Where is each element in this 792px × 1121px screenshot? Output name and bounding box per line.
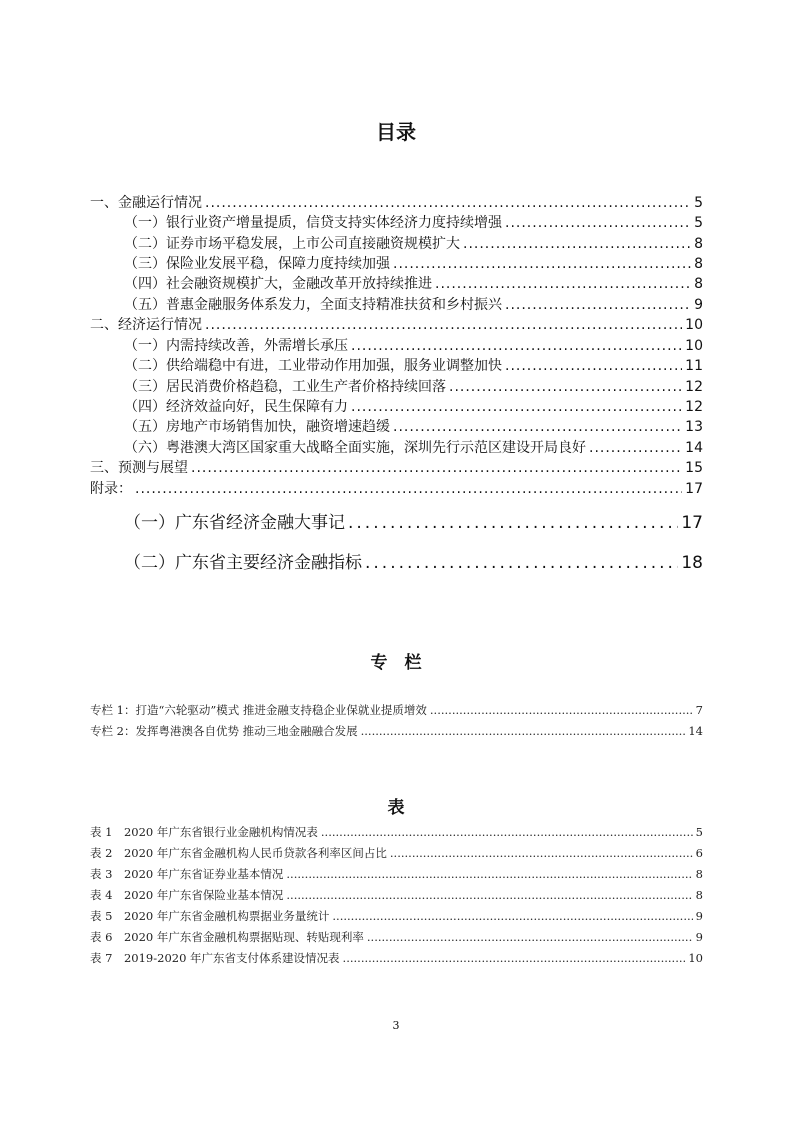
toc-entry[interactable]: （二）供给端稳中有进，工业带动作用加强，服务业调整加快 ..... 11	[124, 355, 703, 375]
toc-entry[interactable]: （三）保险业发展平稳，保障力度持续加强 ..... 8	[124, 253, 703, 273]
toc-entry[interactable]: 附录： ..... 17	[90, 478, 703, 498]
table-entry[interactable]: 表 5 2020 年广东省金融机构票据业务量统计 ..... 9	[90, 908, 703, 924]
toc-entry[interactable]: （三）居民消费价格趋稳，工业生产者价格持续回落 ..... 12	[124, 376, 703, 396]
column-entry[interactable]: 专栏 2：发挥粤港澳各自优势 推动三地金融融合发展 ..... 14	[90, 723, 703, 739]
toc-entry[interactable]: （六）粤港澳大湾区国家重大战略全面实施，深圳先行示范区建设开局良好 ..... 14	[124, 437, 703, 457]
toc-entry[interactable]: （五）房地产市场销售加快，融资增速趋缓 ..... 13	[124, 416, 703, 436]
toc-entry[interactable]: 三、预测与展望 ..... 15	[90, 457, 703, 477]
toc-entry[interactable]: （一）广东省经济金融大事记 ..... 17	[124, 508, 703, 533]
toc-entry[interactable]: （二）广东省主要经济金融指标 ..... 18	[124, 548, 703, 573]
toc-entry[interactable]: （一）内需持续改善，外需增长承压 ..... 10	[124, 335, 703, 355]
tables-title: 表	[387, 798, 405, 818]
column-entry[interactable]: 专栏 1：打造“六轮驱动”模式 推进金融支持稳企业保就业提质增效 ..... 7	[90, 702, 703, 718]
table-entry[interactable]: 表 4 2020 年广东省保险业基本情况 ..... 8	[90, 887, 703, 903]
table-entry[interactable]: 表 3 2020 年广东省证券业基本情况 ..... 8	[90, 866, 703, 882]
table-entry[interactable]: 表 1 2020 年广东省银行业金融机构情况表 ..... 5	[90, 824, 703, 840]
table-entry[interactable]: 表 2 2020 年广东省金融机构人民币贷款各利率区间占比 ..... 6	[90, 845, 703, 861]
toc-entry[interactable]: （四）社会融资规模扩大，金融改革开放持续推进 ..... 8	[124, 273, 703, 293]
page-number: 3	[392, 1019, 400, 1032]
toc-entry[interactable]: （五）普惠金融服务体系发力，全面支持精准扶贫和乡村振兴 ..... 9	[124, 294, 703, 314]
toc-entry[interactable]: 一、金融运行情况 ..... 5	[90, 192, 703, 212]
toc-entry[interactable]: （一）银行业资产增量提质，信贷支持实体经济力度持续增强 ..... 5	[124, 212, 703, 232]
table-entry[interactable]: 表 6 2020 年广东省金融机构票据贴现、转贴现利率 ..... 9	[90, 929, 703, 945]
table-entry[interactable]: 表 7 2019-2020 年广东省支付体系建设情况表 ..... 10	[90, 950, 703, 966]
toc-entry[interactable]: （四）经济效益向好，民生保障有力 ..... 12	[124, 396, 703, 416]
toc-entry[interactable]: （二）证券市场平稳发展，上市公司直接融资规模扩大 ..... 8	[124, 233, 703, 253]
toc-entry[interactable]: 二、经济运行情况 ..... 10	[90, 314, 703, 334]
columns-title: 专 栏	[370, 653, 422, 673]
toc-title: 目录	[376, 120, 416, 144]
